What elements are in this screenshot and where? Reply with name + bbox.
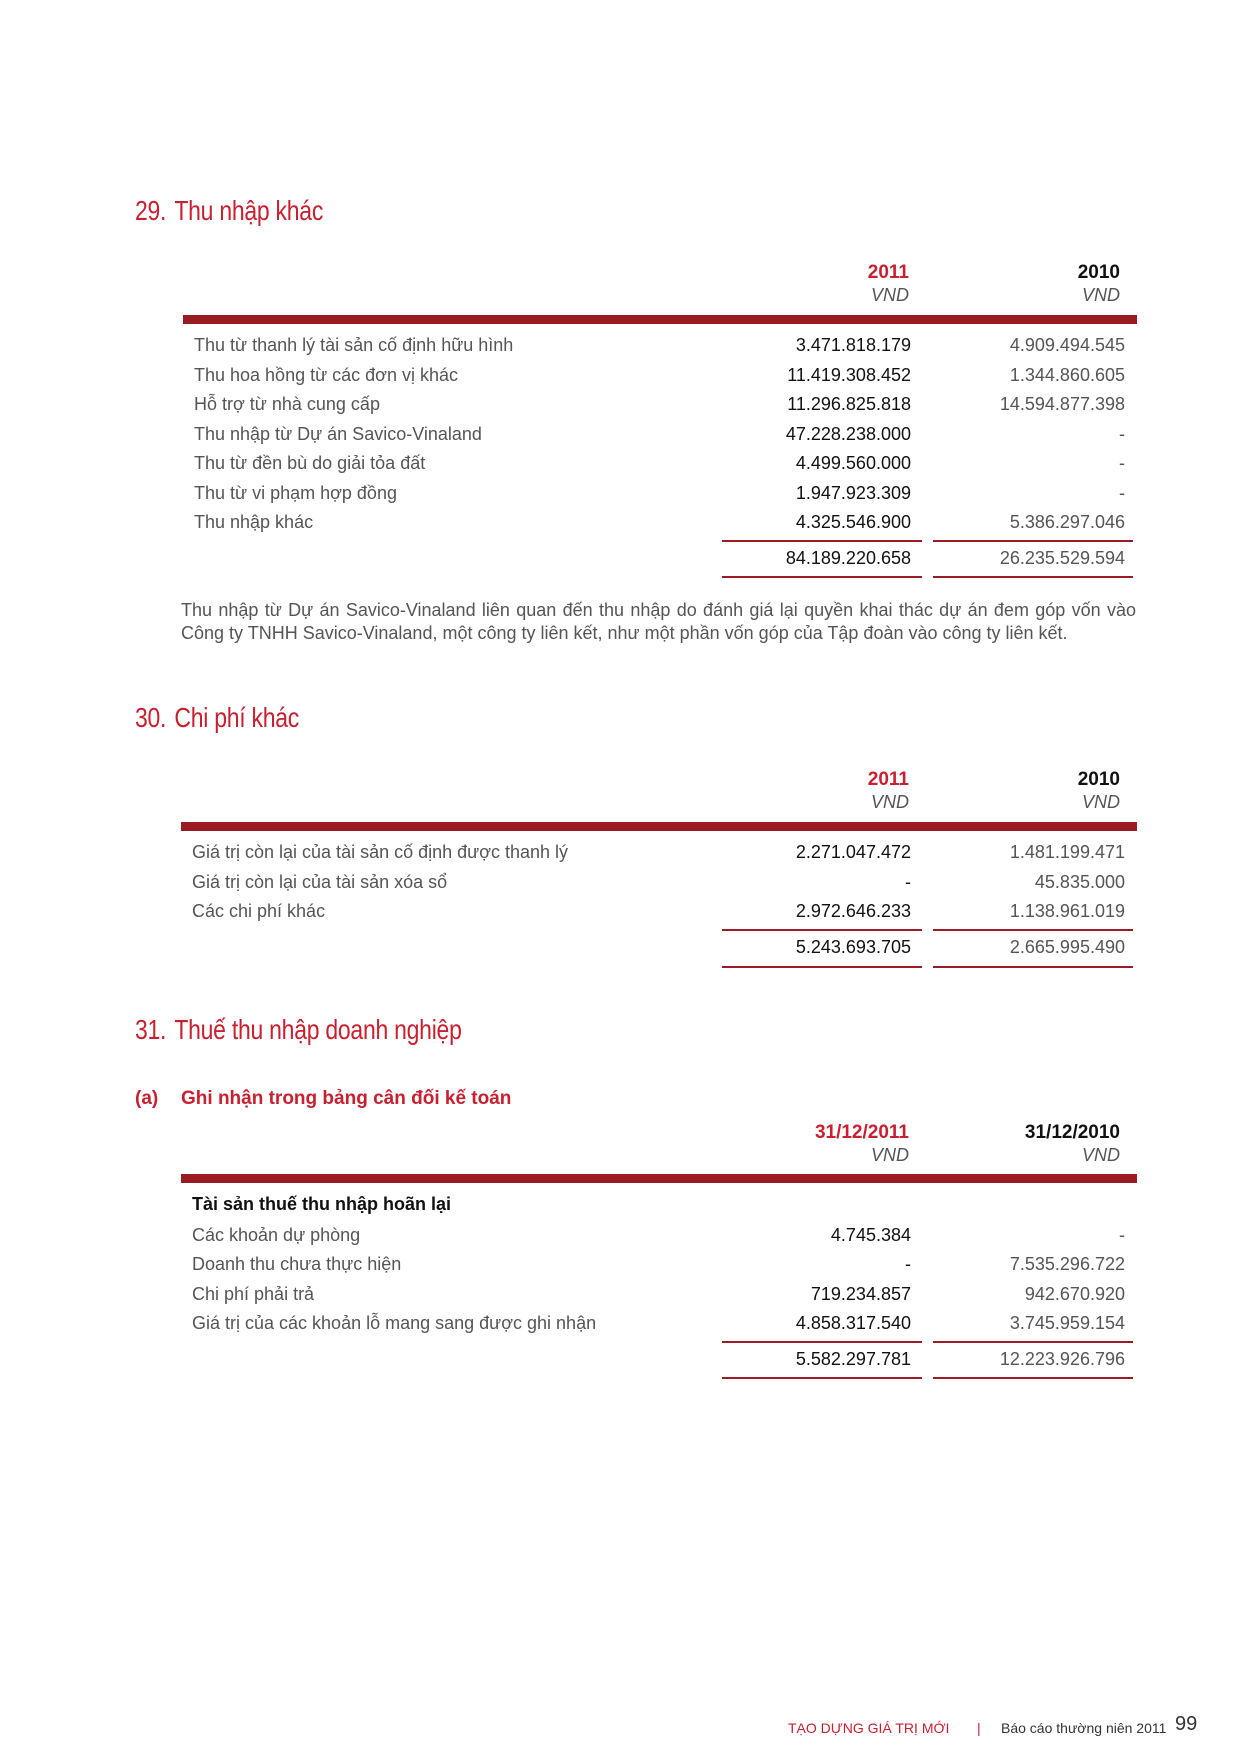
value-2011: 719.234.857 [810,1284,911,1304]
value-2011: 3.471.818.179 [795,335,911,355]
table-header-bar [183,315,1137,324]
section-31-title [135,1014,462,1046]
row-label: Giá trị còn lại của tài sản xóa sổ [192,872,448,892]
total-2011: 84.189.220.658 [785,548,911,568]
row-label: Các chi phí khác [192,901,326,921]
value-2010: - [1119,1225,1125,1245]
value-2011: 1.947.923.309 [795,483,911,503]
total-2010: 26.235.529.594 [999,548,1125,568]
table-row [181,1308,1137,1338]
total-rule [933,576,1133,578]
section-heading: Thu nhập khác [174,195,324,226]
row-label: Thu từ vi phạm hợp đồng [194,483,397,503]
col-2010-header [920,769,1120,813]
value-2010: 1.344.860.605 [1009,365,1125,385]
subsection-heading: Ghi nhận trong bảng cân đối kế toán [181,1088,512,1109]
section-29-title [135,195,323,227]
group-row [181,1189,1137,1219]
value-2011: - [905,1254,911,1274]
value-2010: 5.386.297.046 [1009,512,1125,532]
year-label: 2010 [1077,769,1120,790]
total-rule [722,1377,922,1379]
unit-label: VND [870,1145,909,1165]
value-2011: 4.325.546.900 [795,512,911,532]
value-2010: 942.670.920 [1024,1284,1125,1304]
row-label: Giá trị còn lại của tài sản cố định được thanh lý [192,842,569,862]
row-label: Thu nhập khác [194,512,314,532]
table-row [183,419,1137,449]
total-row [183,543,1137,573]
year-label: 2011 [867,262,909,283]
table-row [183,389,1137,419]
col-2011-header [709,1122,909,1166]
total-2010: 12.223.926.796 [999,1349,1125,1369]
table-header-bar [181,822,1137,831]
section-heading: Thuế thu nhập doanh nghiệp [174,1014,462,1045]
total-2011: 5.243.693.705 [795,937,911,957]
table-row [183,448,1137,478]
subtotal-rule [722,1341,922,1343]
row-label: Chi phí phải trả [192,1284,315,1304]
value-2011: - [905,872,911,892]
date-label: 31/12/2010 [1024,1122,1120,1143]
row-label: Thu nhập từ Dự án Savico-Vinaland [194,424,482,444]
value-2011: 11.296.825.818 [787,394,911,414]
value-2010: 1.138.961.019 [1009,901,1125,921]
col-2011-header [709,769,909,813]
table-row [183,360,1137,390]
value-2010: 3.745.959.154 [1009,1313,1125,1333]
table-row [181,1249,1137,1279]
total-2011: 5.582.297.781 [795,1349,911,1369]
value-2010: - [1119,483,1125,503]
subsection-title [135,1088,511,1110]
value-2011: 2.271.047.472 [795,842,911,862]
value-2011: 4.745.384 [830,1225,911,1245]
unit-label: VND [870,792,909,812]
total-rule [722,966,922,968]
subtotal-rule [933,1341,1133,1343]
subtotal-rule [933,929,1133,931]
row-label: Doanh thu chưa thực hiện [192,1254,402,1274]
total-rule [933,966,1133,968]
table-row [181,867,1137,897]
total-rule [933,1377,1133,1379]
footer-separator: | [977,1720,981,1736]
section-30-title [135,702,299,734]
value-2010: - [1119,453,1125,473]
table-row [181,1220,1137,1250]
year-label: 2011 [867,769,909,790]
col-2010-header [920,1122,1120,1166]
value-2010: 7.535.296.722 [1009,1254,1125,1274]
unit-label: VND [1081,792,1120,812]
year-label: 2010 [1077,262,1120,283]
footer-slogan: TẠO DỰNG GIÁ TRỊ MỚI [788,1720,950,1736]
row-label: Thu từ thanh lý tài sản cố định hữu hình [194,335,514,355]
value-2011: 4.858.317.540 [795,1313,911,1333]
subsection-number: (a) [135,1088,159,1109]
table-row [181,837,1137,867]
total-2010: 2.665.995.490 [1009,937,1125,957]
unit-label: VND [1081,1145,1120,1165]
section-number: 29. [135,195,167,226]
value-2010: 45.835.000 [1034,872,1125,892]
unit-label: VND [1081,285,1120,305]
section-number: 30. [135,702,167,733]
total-rule [722,576,922,578]
page-number: 99 [1175,1713,1198,1735]
value-2010: 14.594.877.398 [999,394,1125,414]
table-row [181,896,1137,926]
total-row [181,1344,1137,1374]
date-label: 31/12/2011 [814,1122,909,1143]
row-label: Thu hoa hồng từ các đơn vị khác [194,365,459,385]
value-2011: 2.972.646.233 [795,901,911,921]
table-row [183,507,1137,537]
total-row [181,932,1137,962]
value-2010: - [1119,424,1125,444]
row-label: Các khoản dự phòng [192,1225,361,1245]
value-2011: 4.499.560.000 [795,453,911,473]
section-number: 31. [135,1014,167,1045]
value-2011: 47.228.238.000 [785,424,911,444]
group-label: Tài sản thuế thu nhập hoãn lại [192,1194,452,1214]
col-2011-header [709,262,909,306]
row-label: Thu từ đền bù do giải tỏa đất [194,453,426,473]
table-row [183,478,1137,508]
value-2011: 11.419.308.452 [787,365,911,385]
subtotal-rule [722,540,922,542]
value-2010: 4.909.494.545 [1009,335,1125,355]
table-row [181,1279,1137,1309]
unit-label: VND [870,285,909,305]
subtotal-rule [722,929,922,931]
table-row [183,330,1137,360]
table-header-bar [181,1174,1137,1183]
note-paragraph: Thu nhập từ Dự án Savico-Vinaland liên quan đến thu nhập do đánh giá lại quyền khai thác dự án đem góp vốn vào Công ty TNHH Savico-Vinaland, một công ty liên kết, như một phần vốn góp của Tập đoàn vào công ty liên kết. [181,600,1136,643]
row-label: Giá trị của các khoản lỗ mang sang được ghi nhận [192,1313,597,1333]
value-2010: 1.481.199.471 [1009,842,1125,862]
subtotal-rule [933,540,1133,542]
col-2010-header [920,262,1120,306]
section-heading: Chi phí khác [174,702,300,733]
footer-report-title: Báo cáo thường niên 2011 [1001,1720,1167,1736]
row-label: Hỗ trợ từ nhà cung cấp [194,394,380,414]
